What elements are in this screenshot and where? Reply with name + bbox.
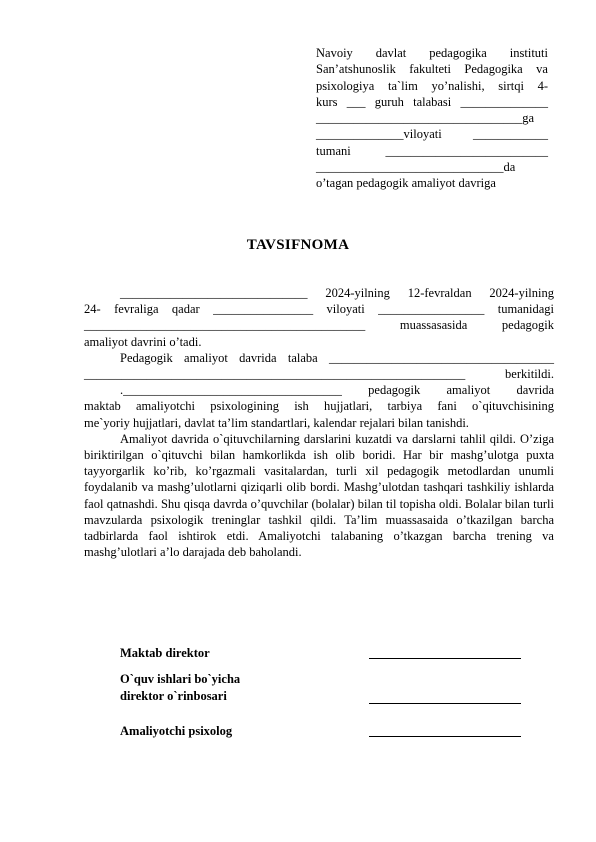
addressee-line: psixologiya ta`lim yo’nalishi, sirtqi 4- (316, 78, 548, 93)
paragraph-line: _____________________________________________ muassasasida pedagogik (84, 318, 554, 333)
director-signature-line (369, 658, 521, 659)
addressee-line: kurs ___ guruh talabasi ______________ (316, 94, 548, 109)
paragraph-line: ______________________________ 2024-yilning 12-fevraldan 2024-yilning (120, 286, 554, 300)
paragraph-line: maktab amaliyotchi psixologining ish hujjatlari, tarbiya fani o`qituvchisining (84, 399, 554, 414)
paragraph-line: me`yoriy hujjatlari, davlat ta’lim standartlari, kalendar rejalari bilan tanishdi. (84, 415, 469, 430)
addressee-line: ______________________________da (316, 160, 516, 175)
paragraph-line: _____________________________________________________________ berkitildi. (84, 367, 554, 382)
deputy-label-line1: O`quv ishlari bo`yicha (120, 672, 241, 686)
addressee-block (316, 45, 548, 192)
psychologist-label: Amaliyotchi psixolog (120, 724, 233, 738)
addressee-line: San’atshunoslik fakulteti Pedagogika va (316, 62, 548, 77)
paragraph-documents (84, 382, 554, 431)
document-title: TAVSIFNOMA (246, 237, 350, 253)
document-body (84, 285, 554, 560)
paragraph-assigned (84, 350, 554, 382)
deputy-label-line2: direktor o`rinbosari (120, 689, 227, 703)
addressee-line: ______________viloyati ____________ (316, 127, 548, 142)
psychologist-signature-line (369, 736, 521, 737)
addressee-line: Navoiy davlat pedagogika instituti (316, 46, 548, 60)
paragraph-line: 24- fevraliga qadar ________________ viloyati _________________ tumanidagi (84, 302, 554, 317)
paragraph-internship-period (84, 285, 554, 350)
paragraph-line: .___________________________________ pedagogik amaliyot davrida (120, 383, 554, 398)
deputy-signature-line (369, 703, 521, 704)
addressee-line: _________________________________ga (316, 111, 535, 126)
addressee-line: tumani __________________________ (316, 143, 548, 158)
addressee-line: o’tagan pedagogik amaliyot davriga (316, 176, 496, 191)
paragraph-line: amaliyot davrini o’tadi. (84, 334, 202, 349)
paragraph-evaluation: Amaliyot davrida o`qituvchilarning darslarini kuzatdi va darslarni tahlil qildi. O’ziga biriktirilgan o`qituvchi bilan hamkorlikda ish olib boridi. Har bir mashg’ulotga puxta tayyorgarlik ko’rib, ko’rgazmali vasitalardan, turli xil pedagogik metodlardan unumli foydalanib va mashg’ulotlarni qiziqarli olib bordi. Mashg’ulotdan tashqari tashkiliy ishlarda faol qatnashdi. Shu qisqa davrda o’quvchilar (bolalar) bilan til topisha oldi. Bolalar bilan turli mavzularda psixologik treninglar tashkil qildi. Ta’lim muassasaida o’tkazilgan barcha tadbirlarda faol ishtirok etdi. Amaliyotchi talabaning o’tkazgan barcha trening va mashg’ulotlari a’lo darajada deb baholandi. (84, 431, 554, 560)
paragraph-line: Pedagogik amaliyot davrida talaba ____________________________________ (120, 350, 554, 365)
director-label: Maktab direktor (120, 646, 210, 660)
